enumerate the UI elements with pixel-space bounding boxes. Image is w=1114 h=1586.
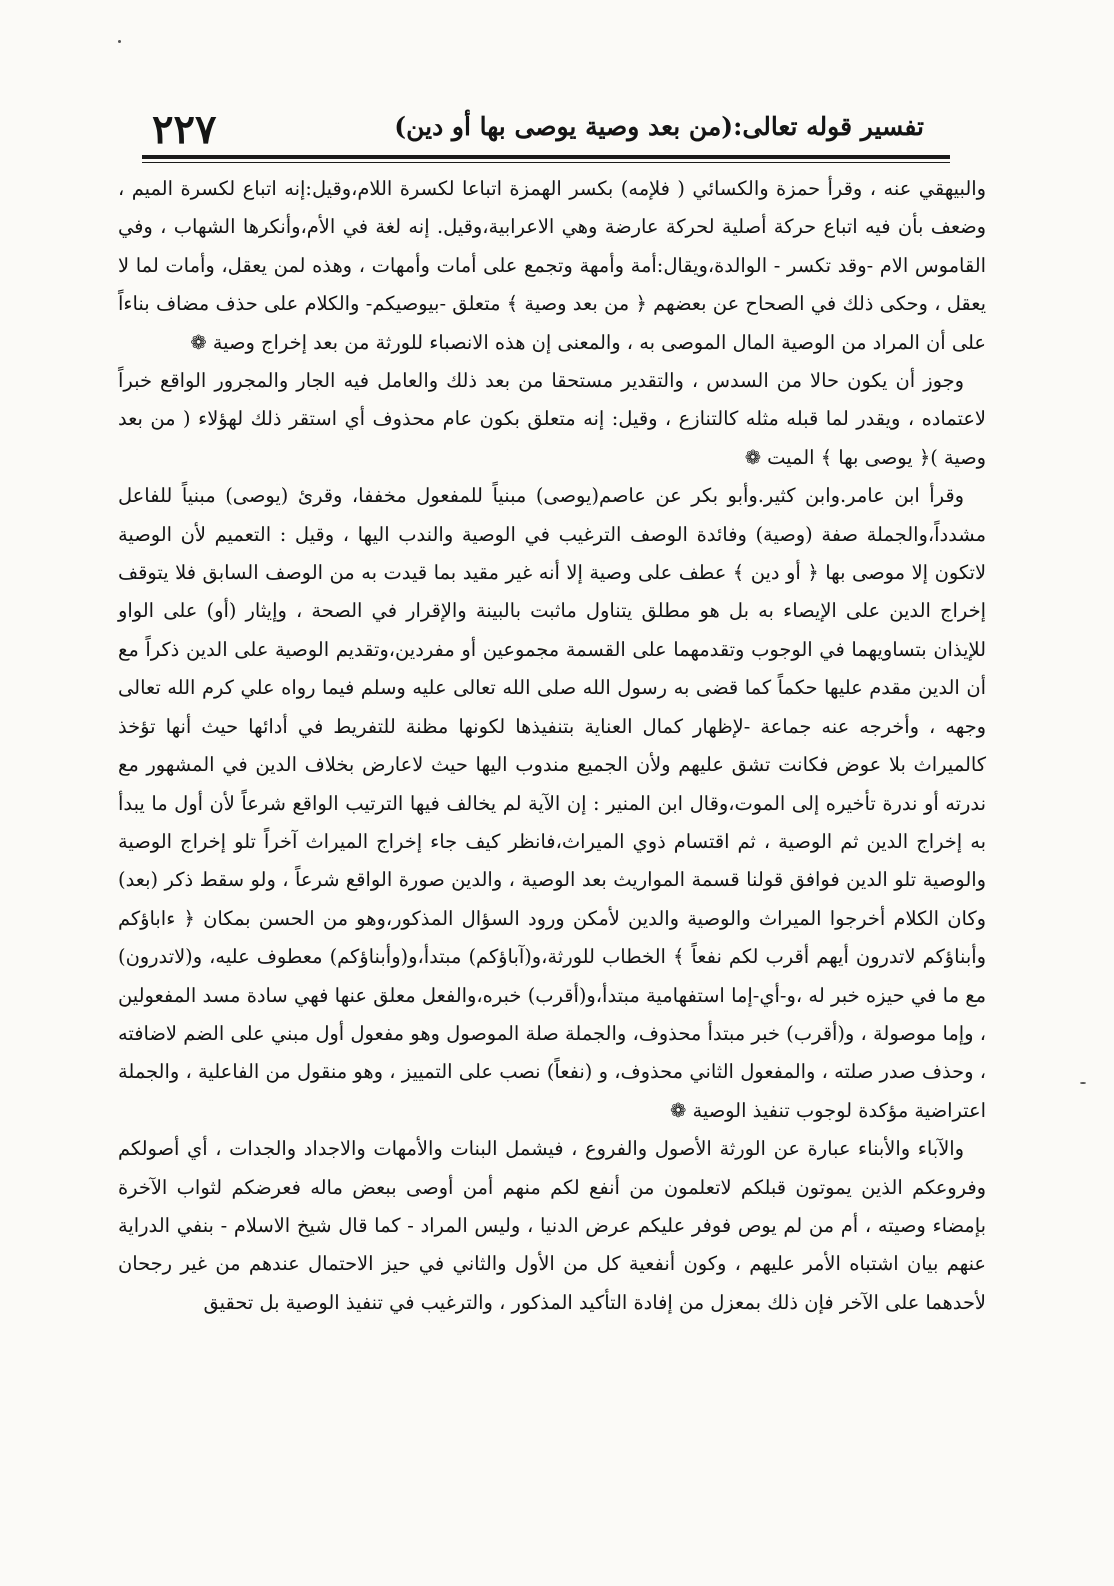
header-rule xyxy=(142,155,950,159)
page-header xyxy=(142,104,954,152)
paper-speck xyxy=(1080,1082,1086,1084)
paper-speck xyxy=(118,40,121,43)
header-rule-thin xyxy=(142,162,950,163)
body-text xyxy=(118,170,986,1322)
paragraph-3: وقرأ ابن عامر.وابن كثير.وأبو بكر عن عاصم(يوصى) مبنياً للمفعول مخففا، وقرئ (يوصى) مبنياً للفاعل مشدداً،والجملة صفة (وصية) وفائدة الوصف الترغيب في الوصية والندب اليها ، وقيل : التعميم لأن الوصية لاتكون إلا موصى بها ﴿ أو دين ﴾ عطف على وصية إلا أنه غير مقيد بما قيدت به من الوصف السابق فلا يتوقف إخراج الدين على الإيصاء به بل هو مطلق يتناول ماثبت بالبينة والإقرار في الصحة ، وإيثار (أو) على الواو للإيذان بتساويهما في الوجوب وتقدمهما على القسمة مجموعين أو مفردين،وتقديم الوصية على الدين ذكراً مع أن الدين مقدم عليها حكماً كما قضى به رسول الله صلى الله تعالى عليه وسلم فيما رواه علي كرم الله تعالى وجهه ، وأخرجه عنه جماعة -لإظهار كمال العناية بتنفيذها لكونها مظنة للتفريط في أدائها حيث أنها تؤخذ كالميراث بلا عوض فكانت تشق عليهم ولأن الجميع مندوب اليها حيث لاعارض بخلاف الدين في المشهور مع ندرته أو ندرة تأخيره إلى الموت،وقال ابن المنير : إن الآية لم يخالف فيها الترتيب الواقع شرعاً لأن أول ما يبدأ به إخراج الدين ثم الوصية ، ثم اقتسام ذوي الميراث،فانظر كيف جاء إخراج الميراث آخراً تلو إخراج الوصية والوصية تلو الدين فوافق قولنا قسمة المواريث بعد الوصية ، والدين صورة الواقع شرعاً ، ولو سقط ذكر (بعد) وكان الكلام أخرجوا الميراث والوصية والدين لأمكن ورود السؤال المذكور،وهو من الحسن بمكان ﴿ ءاباؤكم وأبناؤكم لاتدرون أيهم أقرب لكم نفعاً ﴾ الخطاب للورثة،و(آباؤكم) مبتدأ،و(وأبناؤكم) معطوف عليه، و(لاتدرون) مع ما في حيزه خبر له ،و-أي-إما استفهامية مبتدأ،و(أقرب) خبره،والفعل معلق عنها فهي سادة مسد المفعولين ، وإما موصولة ، و(أقرب) خبر مبتدأ محذوف، والجملة صلة الموصول وهو مفعول أول مبني على الضم لاضافته ، وحذف صدر صلته ، والمفعول الثاني محذوف، و (نفعاً) نصب على التمييز ، وهو منقول من الفاعلية ، والجملة اعتراضية مؤكدة لوجوب تنفيذ الوصية ❁ xyxy=(118,484,986,1122)
paragraph-1: والبيهقي عنه ، وقرأ حمزة والكسائي ( فلإمه) بكسر الهمزة اتباعا لكسرة اللام،وقيل:إنه اتباع لكسرة الميم ، وضعف بأن فيه اتباع حركة أصلية لحركة عارضة وهي الاعرابية،وقيل. إنه لغة في الأم،وأنكرها الشهاب ، وفي القاموس الام -وقد تكسر - الوالدة،ويقال:أمة وأمهة وتجمع على أمات وأمهات ، وهذه لمن يعقل، وأمات لما لا يعقل ، وحكى ذلك في الصحاح عن بعضهم ﴿ من بعد وصية ﴾ متعلق -بيوصيكم- والكلام على حذف مضاف بناءاً على أن المراد من الوصية المال الموصى به ، والمعنى إن هذه الانصباء للورثة من بعد إخراج وصية ❁ xyxy=(118,177,986,354)
paragraph-2: وجوز أن يكون حالا من السدس ، والتقدير مستحقا من بعد ذلك والعامل فيه الجار والمجرور الواقع خبراً لاعتماده ، ويقدر لما قبله مثله كالتنازع ، وقيل: إنه متعلق بكون عام محذوف أي استقر ذلك لهؤلاء ( من بعد وصية )﴿ يوصى بها ﴾ الميت ❁ xyxy=(118,369,986,469)
running-title: تفسير قوله تعالى:(من بعد وصية يوصى بها أو دين) xyxy=(394,112,924,141)
paragraph-4: والآباء والأبناء عبارة عن الورثة الأصول والفروع ، فيشمل البنات والأمهات والاجداد والجدات ، أي أصولكم وفروعكم الذين يموتون قبلكم لاتعلمون من أنفع لكم منهم أمن أوصى ببعض ماله فعرضكم لثواب الآخرة بإمضاء وصيته ، أم من لم يوص فوفر عليكم عرض الدنيا ، وليس المراد - كما قال شيخ الاسلام - بنفي الدراية عنهم بيان اشتباه الأمر عليهم ، وكون أنفعية كل من الأول والثاني في حيز الاحتمال عندهم من غير رجحان لأحدهما على الآخر فإن ذلك بمعزل من إفادة التأكيد المذكور ، والترغيب في تنفيذ الوصية بل تحقيق xyxy=(118,1137,986,1314)
page-number: ٢٢٧ xyxy=(152,106,217,153)
